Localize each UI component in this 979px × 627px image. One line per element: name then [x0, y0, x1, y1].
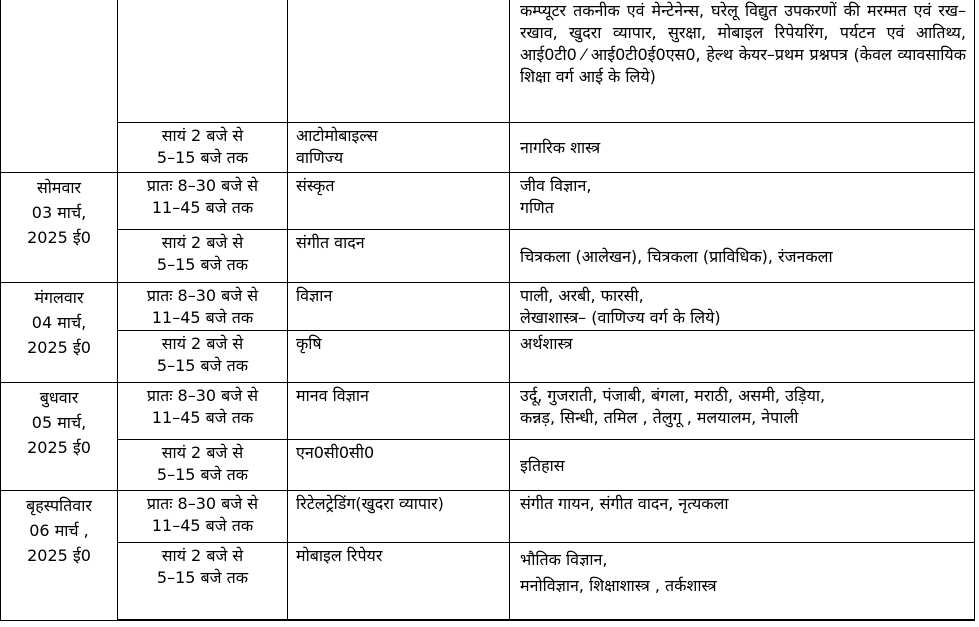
- subject-cell: [288, 330, 510, 382]
- table-row: [1, 330, 975, 382]
- paper-name: अर्थशास्त्र: [520, 333, 573, 353]
- time-start: प्रातः 8–30 बजे से: [146, 493, 259, 513]
- table-row: [1, 542, 975, 620]
- time-start: सायं 2 बजे से: [161, 125, 244, 145]
- subject-name: संस्कृत: [296, 175, 335, 195]
- day-year: 2025 ई0: [27, 337, 91, 357]
- subject-name: मोबाइल रिपेयर: [296, 545, 383, 565]
- paper-name: गणित: [520, 197, 554, 217]
- time-cell: [118, 490, 288, 542]
- paper-name: नागरिक शास्त्र: [520, 138, 601, 157]
- paper-name: भौतिक विज्ञान,: [520, 549, 608, 569]
- time-end: 5–15 बजे तक: [156, 254, 249, 274]
- paper-text: कम्प्यूटर तकनीक एवं मेन्टेनेन्स, घरेलू विद्युत उपकरणों की मरम्मत एवं रख–रखाव, खुदरा व्यापार, सुरक्षा, मोबाइल रिपेयरिंग, पर्यटन एवं आतिथ्य, आई0टी0 ⁄ आई0टी0ई0एस0, हेल्थ केयर–प्रथम प्रश्नपत्र (केवल व्यावसायिक शिक्षा वर्ग आई के लिये): [520, 1, 966, 86]
- paper-name: लेखाशास्त्र– (वाणिज्य वर्ग के लिये): [520, 307, 721, 327]
- day-year: 2025 ई0: [27, 227, 91, 247]
- paper-name: मनोविज्ञान, शिक्षाशास्त्र , तर्कशास्त्र: [520, 575, 717, 595]
- day-cell: [1, 490, 118, 620]
- time-start: प्रातः 8–30 बजे से: [146, 385, 259, 405]
- time-cell: [118, 542, 288, 620]
- time-cell: [118, 330, 288, 382]
- subject-name: विज्ञान: [296, 285, 333, 305]
- day-name: मंगलवार: [34, 287, 84, 307]
- day-cell: [1, 382, 118, 490]
- time-cell: [118, 172, 288, 229]
- paper-name: इतिहास: [520, 455, 565, 475]
- table-row: [1, 490, 975, 542]
- subject-name: रिटेलट्रेडिंग(खुदरा व्यापार): [296, 493, 444, 513]
- paper-cell: [510, 172, 975, 229]
- day-name: बृहस्पतिवार: [26, 495, 92, 515]
- time-start: सायं 2 बजे से: [161, 442, 244, 462]
- time-start: प्रातः 8–30 बजे से: [146, 285, 259, 305]
- time-end: 5–15 बजे तक: [156, 464, 249, 484]
- time-end: 5–15 बजे तक: [156, 567, 249, 587]
- subject-name: मानव विज्ञान: [296, 385, 369, 405]
- time-end: 5–15 बजे तक: [156, 355, 249, 375]
- time-end: 11–45 बजे तक: [151, 197, 254, 217]
- day-date: 06 मार्च ,: [29, 520, 89, 540]
- day-year: 2025 ई0: [27, 437, 91, 457]
- paper-cell: [510, 229, 975, 282]
- subject-cell: [288, 122, 510, 172]
- time-cell: [118, 439, 288, 490]
- paper-name: उर्दू, गुजराती, पंजाबी, बंगला, मराठी, असमी, उड़िया,: [520, 385, 826, 405]
- day-cell-continued: [1, 0, 118, 172]
- paper-cell: [510, 382, 975, 439]
- paper-name: चित्रकला (आलेखन), चित्रकला (प्राविधिक), रंजनकला: [520, 246, 833, 266]
- day-cell: [1, 172, 118, 282]
- time-end: 11–45 बजे तक: [151, 515, 254, 535]
- day-name: बुधवार: [39, 387, 79, 407]
- time-start: सायं 2 बजे से: [161, 333, 244, 353]
- table-row: [1, 282, 975, 330]
- subject-cell: [288, 382, 510, 439]
- time-cell: [118, 382, 288, 439]
- day-year: 2025 ई0: [27, 545, 91, 565]
- time-end: 5–15 बजे तक: [156, 147, 249, 167]
- time-start: सायं 2 बजे से: [161, 545, 244, 565]
- day-date: 05 मार्च,: [31, 412, 87, 432]
- day-name: सोमवार: [36, 177, 82, 197]
- paper-cell: [510, 542, 975, 620]
- paper-name: संगीत गायन, संगीत वादन, नृत्यकला: [520, 493, 729, 513]
- paper-name: कन्नड़, सिन्धी, तमिल , तेलुगू , मलयालम, नेपाली: [520, 407, 799, 427]
- subject-name: कृषि: [296, 333, 322, 353]
- paper-cell: [510, 282, 975, 330]
- time-start: प्रातः 8–30 बजे से: [146, 175, 259, 195]
- time-start: सायं 2 बजे से: [161, 232, 244, 252]
- day-date: 04 मार्च,: [31, 312, 87, 332]
- time-cell: [118, 122, 288, 172]
- subject-cell: [288, 282, 510, 330]
- table-row: [1, 229, 975, 282]
- time-cell: [118, 282, 288, 330]
- table-row: [1, 122, 975, 172]
- table-row: [1, 382, 975, 439]
- table-row: [1, 172, 975, 229]
- paper-name: जीव विज्ञान,: [520, 175, 592, 195]
- subject-cell-continued: [288, 0, 510, 122]
- paper-name: पाली, अरबी, फारसी,: [520, 285, 644, 305]
- subject-cell: [288, 172, 510, 229]
- time-end: 11–45 बजे तक: [151, 307, 254, 327]
- subject-name: एन0सी0सी0: [296, 442, 375, 462]
- subject-cell: [288, 439, 510, 490]
- time-cell: [118, 229, 288, 282]
- subject-name: वाणिज्य: [296, 147, 344, 167]
- table-row: [1, 439, 975, 490]
- subject-cell: [288, 229, 510, 282]
- day-cell: [1, 282, 118, 382]
- paper-cell: [510, 0, 975, 122]
- paper-cell: [510, 490, 975, 542]
- subject-name: आटोमोबाइल्स: [296, 125, 378, 145]
- time-end: 11–45 बजे तक: [151, 407, 254, 427]
- table-row: [1, 0, 975, 122]
- paper-cell: [510, 330, 975, 382]
- subject-cell: [288, 542, 510, 620]
- time-cell-continued: [118, 0, 288, 122]
- paper-cell: [510, 439, 975, 490]
- paper-cell: [510, 122, 975, 172]
- subject-name: संगीत वादन: [296, 232, 365, 252]
- day-date: 03 मार्च,: [31, 202, 87, 222]
- subject-cell: [288, 490, 510, 542]
